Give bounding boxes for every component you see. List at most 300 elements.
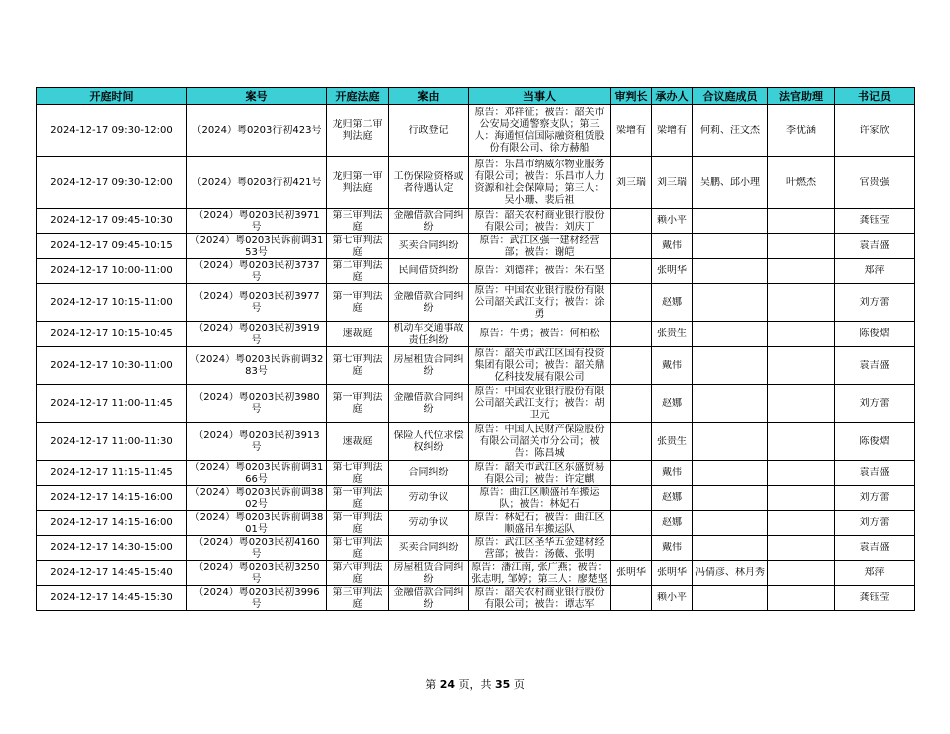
cell-case-number-text: （2024）粤0203民诉前调3153号 bbox=[189, 234, 324, 258]
cell-courtroom-text: 第一审判法庭 bbox=[332, 511, 383, 535]
cell-cause bbox=[389, 259, 469, 284]
cell-clerk bbox=[835, 322, 915, 347]
cell-handler-text: 戴伟 bbox=[662, 359, 682, 371]
cell-case-number bbox=[187, 234, 327, 259]
cell-time-text: 2024-12-17 10:00-11:00 bbox=[50, 265, 173, 276]
table-row bbox=[37, 209, 915, 234]
cell-parties-text: 原告：韶关农村商业银行股份有限公司；被告：谭志军 bbox=[474, 586, 605, 610]
cell-cause bbox=[389, 561, 469, 586]
cell-panel-members bbox=[693, 105, 768, 157]
cell-handler-text: 戴伟 bbox=[662, 240, 682, 251]
cell-time bbox=[37, 322, 187, 347]
cell-panel-members-text: 冯倩彦、林月秀 bbox=[695, 567, 765, 578]
table-row bbox=[37, 105, 915, 157]
table-row bbox=[37, 486, 915, 511]
cell-parties bbox=[469, 259, 611, 284]
cell-parties-text: 原告：韶关市武江区东盛贸易有限公司；被告：许定麒 bbox=[474, 461, 605, 485]
cell-clerk-text: 官贵强 bbox=[859, 176, 890, 188]
table-row bbox=[37, 561, 915, 586]
cell-presiding-judge bbox=[611, 561, 652, 586]
cell-cause bbox=[389, 157, 469, 209]
cell-cause-text: 金融借款合同纠纷 bbox=[393, 290, 464, 314]
cell-handler bbox=[652, 157, 693, 209]
cell-handler bbox=[652, 423, 693, 461]
cell-parties bbox=[469, 486, 611, 511]
cell-case-number-text: （2024）粤0203民初3996号 bbox=[193, 586, 320, 610]
cell-courtroom bbox=[327, 284, 389, 322]
cell-case-number bbox=[187, 347, 327, 385]
table-row bbox=[37, 461, 915, 486]
cell-case-number bbox=[187, 209, 327, 234]
cell-handler bbox=[652, 322, 693, 347]
cell-clerk-text: 陈俊熠 bbox=[859, 328, 890, 339]
cell-time bbox=[37, 561, 187, 586]
cell-clerk bbox=[835, 461, 915, 486]
cell-handler-text: 赵娜 bbox=[662, 397, 682, 409]
cell-clerk-text: 刘方蕾 bbox=[859, 397, 890, 409]
cell-parties bbox=[469, 385, 611, 423]
cell-handler-text: 张贵生 bbox=[657, 328, 687, 339]
cell-parties bbox=[469, 284, 611, 322]
cell-clerk bbox=[835, 511, 915, 536]
cell-cause bbox=[389, 284, 469, 322]
header-courtroom: 开庭法庭 bbox=[327, 88, 389, 105]
cell-courtroom-text: 速裁庭 bbox=[342, 435, 373, 447]
cell-presiding-judge bbox=[611, 259, 652, 284]
header-parties: 当事人 bbox=[469, 88, 611, 105]
cell-time-text: 2024-12-17 10:15-11:00 bbox=[50, 296, 173, 308]
header-case-number: 案号 bbox=[187, 88, 327, 105]
cell-case-number bbox=[187, 586, 327, 611]
cell-time-text: 2024-12-17 11:00-11:45 bbox=[50, 397, 173, 409]
cell-parties bbox=[469, 105, 611, 157]
cell-courtroom-text: 第六审判法庭 bbox=[332, 561, 383, 585]
header-clerk: 书记员 bbox=[835, 88, 915, 105]
page-footer bbox=[0, 676, 950, 692]
cell-cause bbox=[389, 322, 469, 347]
cell-handler-text: 戴伟 bbox=[662, 467, 682, 478]
cell-handler bbox=[652, 234, 693, 259]
cell-cause-text: 房屋租赁合同纠纷 bbox=[393, 353, 464, 377]
cell-parties-text: 原告：中国农业银行股份有限公司韶关武江支行；被告：涂勇 bbox=[474, 284, 605, 320]
header-judge-assistant: 法官助理 bbox=[768, 88, 835, 105]
header-presiding-judge: 审判长 bbox=[611, 88, 652, 105]
cell-courtroom-text: 第一审判法庭 bbox=[332, 391, 383, 415]
cell-courtroom bbox=[327, 347, 389, 385]
cell-panel-members bbox=[693, 322, 768, 347]
cell-handler bbox=[652, 209, 693, 234]
cell-case-number-text: （2024）粤0203行初423号 bbox=[191, 124, 322, 136]
cell-courtroom bbox=[327, 423, 389, 461]
cell-clerk-text: 袁吉盛 bbox=[859, 240, 890, 251]
cell-cause bbox=[389, 536, 469, 561]
cell-courtroom-text: 第七审判法庭 bbox=[332, 353, 383, 377]
cell-parties-text: 原告：潘江南, 张广燕；被告：张志明, 邹婷；第三人：廖楚坚 bbox=[471, 561, 608, 585]
cell-case-number-text: （2024）粤0203行初421号 bbox=[191, 176, 322, 188]
table-row bbox=[37, 234, 915, 259]
cell-courtroom bbox=[327, 385, 389, 423]
cell-time-text: 2024-12-17 09:45-10:30 bbox=[50, 215, 173, 226]
cell-case-number-text: （2024）粤0203民初3977号 bbox=[193, 290, 320, 314]
cell-time-text: 2024-12-17 11:15-11:45 bbox=[50, 467, 173, 478]
cell-handler-text: 赖小平 bbox=[657, 215, 687, 226]
cell-judge-assistant bbox=[768, 586, 835, 611]
footer-middle: 页，共 bbox=[458, 678, 492, 691]
cell-cause bbox=[389, 586, 469, 611]
cell-panel-members bbox=[693, 423, 768, 461]
cell-time bbox=[37, 511, 187, 536]
cell-handler-text: 赵娜 bbox=[662, 492, 682, 503]
cell-time bbox=[37, 461, 187, 486]
header-hearing-time: 开庭时间 bbox=[37, 88, 187, 105]
cell-time bbox=[37, 284, 187, 322]
cell-clerk-text: 郑萍 bbox=[864, 567, 885, 578]
cell-judge-assistant bbox=[768, 385, 835, 423]
cell-panel-members bbox=[693, 536, 768, 561]
cell-courtroom-text: 第一审判法庭 bbox=[332, 290, 383, 314]
cell-courtroom bbox=[327, 511, 389, 536]
cell-parties-text: 原告：武江区圣华五金建材经营部；被告：汤薇、张明 bbox=[474, 536, 605, 560]
header-row bbox=[37, 88, 915, 105]
cell-presiding-judge-text: 梁增有 bbox=[616, 124, 646, 136]
cell-case-number-text: （2024）粤0203民初4160号 bbox=[193, 536, 320, 560]
cell-judge-assistant bbox=[768, 105, 835, 157]
cell-presiding-judge bbox=[611, 586, 652, 611]
cell-time bbox=[37, 157, 187, 209]
cell-courtroom bbox=[327, 209, 389, 234]
cell-clerk bbox=[835, 586, 915, 611]
cell-presiding-judge bbox=[611, 486, 652, 511]
cell-handler bbox=[652, 586, 693, 611]
cell-handler-text: 戴伟 bbox=[662, 542, 682, 553]
cell-cause bbox=[389, 511, 469, 536]
cell-handler-text: 赵娜 bbox=[662, 517, 682, 528]
cell-clerk bbox=[835, 209, 915, 234]
cell-clerk-text: 袁吉盛 bbox=[859, 359, 890, 371]
cell-case-number-text: （2024）粤0203民诉前调3166号 bbox=[189, 461, 324, 485]
cell-parties-text: 原告：韶关农村商业银行股份有限公司；被告：刘庆丁 bbox=[474, 209, 605, 233]
cell-handler bbox=[652, 536, 693, 561]
cell-cause-text: 金融借款合同纠纷 bbox=[393, 586, 464, 610]
cell-courtroom bbox=[327, 461, 389, 486]
cell-clerk-text: 刘方蕾 bbox=[859, 517, 890, 528]
cell-time-text: 2024-12-17 10:15-10:45 bbox=[50, 328, 173, 339]
cell-cause-text: 劳动争议 bbox=[408, 492, 449, 503]
cell-case-number-text: （2024）粤0203民初3980号 bbox=[193, 391, 320, 415]
cell-judge-assistant bbox=[768, 234, 835, 259]
cell-courtroom bbox=[327, 486, 389, 511]
cell-courtroom-text: 第七审判法庭 bbox=[332, 536, 383, 560]
cell-time bbox=[37, 536, 187, 561]
cell-panel-members bbox=[693, 234, 768, 259]
cell-courtroom-text: 第一审判法庭 bbox=[332, 486, 383, 510]
cell-judge-assistant bbox=[768, 259, 835, 284]
cell-handler bbox=[652, 461, 693, 486]
table-row bbox=[37, 586, 915, 611]
cell-case-number bbox=[187, 536, 327, 561]
cell-courtroom-text: 第三审判法庭 bbox=[332, 209, 383, 233]
cell-presiding-judge bbox=[611, 536, 652, 561]
table-body bbox=[37, 105, 915, 611]
cell-panel-members bbox=[693, 209, 768, 234]
cell-case-number bbox=[187, 511, 327, 536]
cell-handler bbox=[652, 105, 693, 157]
cell-presiding-judge bbox=[611, 385, 652, 423]
cell-panel-members bbox=[693, 385, 768, 423]
cell-courtroom-text: 龙归第二审判法庭 bbox=[332, 118, 383, 142]
cell-cause-text: 金融借款合同纠纷 bbox=[393, 209, 464, 233]
cell-parties-text: 原告：曲江区顺盛吊车搬运队；被告：林妃石 bbox=[479, 486, 600, 510]
table-row bbox=[37, 385, 915, 423]
cell-judge-assistant bbox=[768, 157, 835, 209]
cell-time-text: 2024-12-17 14:30-15:00 bbox=[50, 542, 173, 553]
cell-presiding-judge-text: 张明华 bbox=[616, 567, 646, 578]
cell-judge-assistant bbox=[768, 347, 835, 385]
cell-case-number bbox=[187, 486, 327, 511]
cell-case-number-text: （2024）粤0203民初3250号 bbox=[193, 561, 320, 585]
cell-case-number bbox=[187, 385, 327, 423]
cell-cause bbox=[389, 347, 469, 385]
cell-time bbox=[37, 259, 187, 284]
cell-presiding-judge bbox=[611, 511, 652, 536]
cell-parties-text: 原告：中国农业银行股份有限公司韶关武江支行；被告：胡卫元 bbox=[474, 385, 605, 421]
cell-presiding-judge bbox=[611, 322, 652, 347]
footer-suffix: 页 bbox=[513, 678, 525, 691]
cell-presiding-judge bbox=[611, 234, 652, 259]
cell-time bbox=[37, 105, 187, 157]
cell-handler-text: 赖小平 bbox=[657, 592, 687, 603]
cell-case-number-text: （2024）粤0203民诉前调3283号 bbox=[189, 353, 324, 377]
cell-panel-members bbox=[693, 561, 768, 586]
cell-parties bbox=[469, 586, 611, 611]
cell-cause-text: 民间借贷纠纷 bbox=[398, 265, 459, 276]
cell-clerk bbox=[835, 536, 915, 561]
cell-handler-text: 张明华 bbox=[657, 567, 687, 578]
cell-cause bbox=[389, 234, 469, 259]
cell-parties bbox=[469, 561, 611, 586]
cell-clerk-text: 郑萍 bbox=[864, 265, 885, 276]
cell-presiding-judge bbox=[611, 209, 652, 234]
cell-panel-members bbox=[693, 347, 768, 385]
cell-handler bbox=[652, 284, 693, 322]
cell-judge-assistant-text: 李优涵 bbox=[786, 124, 816, 136]
cell-courtroom-text: 第三审判法庭 bbox=[332, 586, 383, 610]
cell-cause bbox=[389, 209, 469, 234]
header-cause: 案由 bbox=[389, 88, 469, 105]
cell-parties-text: 原告：武江区强一建材经营部；被告：谢皑 bbox=[479, 234, 600, 258]
cell-presiding-judge bbox=[611, 105, 652, 157]
cell-parties bbox=[469, 423, 611, 461]
cell-case-number bbox=[187, 561, 327, 586]
cell-courtroom-text: 第七审判法庭 bbox=[332, 234, 383, 258]
cell-panel-members bbox=[693, 157, 768, 209]
cell-handler bbox=[652, 385, 693, 423]
cell-panel-members bbox=[693, 511, 768, 536]
cell-cause bbox=[389, 423, 469, 461]
cell-cause bbox=[389, 486, 469, 511]
cell-panel-members bbox=[693, 461, 768, 486]
cell-parties-text: 原告：林妃石；被告：曲江区顺盛吊车搬运队 bbox=[474, 511, 605, 535]
cell-parties-text: 原告：乐昌市纳威尔物业服务有限公司；被告：乐昌市人力资源和社会保障局；第三人：吴小珊、裴后祖 bbox=[474, 158, 605, 206]
cell-courtroom-text: 第七审判法庭 bbox=[332, 461, 383, 485]
cell-courtroom bbox=[327, 586, 389, 611]
cell-time-text: 2024-12-17 10:30-11:00 bbox=[50, 359, 173, 371]
cell-parties bbox=[469, 536, 611, 561]
cell-judge-assistant bbox=[768, 322, 835, 347]
cell-parties-text: 原告：刘德祥；被告：朱石坚 bbox=[474, 265, 605, 276]
cell-clerk-text: 龚钰莹 bbox=[859, 592, 890, 603]
footer-page-number: 24 bbox=[439, 678, 455, 691]
cell-time bbox=[37, 586, 187, 611]
cell-judge-assistant bbox=[768, 486, 835, 511]
cell-cause bbox=[389, 105, 469, 157]
cell-handler-text: 赵娜 bbox=[662, 296, 682, 308]
cell-courtroom bbox=[327, 322, 389, 347]
cell-presiding-judge bbox=[611, 284, 652, 322]
cell-parties-text: 原告：邓祥征；被告：韶关市公安局交通警察支队；第三人：海通恒信国际融资租赁股份有限公司、徐方赫船 bbox=[474, 106, 605, 154]
cell-cause-text: 金融借款合同纠纷 bbox=[393, 391, 464, 415]
cell-presiding-judge bbox=[611, 157, 652, 209]
cell-courtroom bbox=[327, 536, 389, 561]
cell-cause-text: 房屋租赁合同纠纷 bbox=[393, 561, 464, 585]
cell-clerk bbox=[835, 486, 915, 511]
cell-judge-assistant bbox=[768, 511, 835, 536]
cell-presiding-judge bbox=[611, 423, 652, 461]
cell-clerk-text: 刘方蕾 bbox=[859, 296, 890, 308]
table-row bbox=[37, 322, 915, 347]
cell-clerk bbox=[835, 423, 915, 461]
cell-clerk-text: 陈俊熠 bbox=[859, 435, 890, 447]
cell-handler-text: 梁增有 bbox=[657, 124, 687, 136]
cell-time bbox=[37, 234, 187, 259]
cell-parties bbox=[469, 347, 611, 385]
cell-case-number bbox=[187, 157, 327, 209]
cell-clerk-text: 龚钰莹 bbox=[859, 215, 890, 226]
cell-cause-text: 买卖合同纠纷 bbox=[398, 240, 459, 251]
table-row bbox=[37, 347, 915, 385]
table-row bbox=[37, 157, 915, 209]
cell-case-number-text: （2024）粤0203民初3737号 bbox=[193, 259, 320, 283]
cell-case-number-text: （2024）粤0203民诉前调3802号 bbox=[189, 486, 324, 510]
cell-handler bbox=[652, 259, 693, 284]
cell-case-number-text: （2024）粤0203民初3971号 bbox=[193, 209, 320, 233]
cell-time-text: 2024-12-17 14:45-15:30 bbox=[50, 592, 173, 603]
cell-case-number bbox=[187, 461, 327, 486]
footer-prefix: 第 bbox=[425, 678, 437, 691]
cell-judge-assistant bbox=[768, 561, 835, 586]
cell-handler-text: 刘三瑞 bbox=[657, 176, 687, 188]
cell-courtroom bbox=[327, 105, 389, 157]
cell-clerk-text: 袁吉盛 bbox=[859, 467, 890, 478]
cell-clerk bbox=[835, 105, 915, 157]
cell-panel-members bbox=[693, 586, 768, 611]
cell-time bbox=[37, 486, 187, 511]
cell-panel-members bbox=[693, 259, 768, 284]
table-row bbox=[37, 511, 915, 536]
cell-handler bbox=[652, 347, 693, 385]
cell-parties bbox=[469, 511, 611, 536]
cell-panel-members-text: 吴鹏、邱小理 bbox=[700, 176, 760, 188]
cell-panel-members-text: 何莉、汪文杰 bbox=[700, 124, 760, 136]
cell-parties bbox=[469, 209, 611, 234]
table-row bbox=[37, 536, 915, 561]
cell-handler-text: 张贵生 bbox=[657, 435, 687, 447]
cell-judge-assistant-text: 叶燃杰 bbox=[786, 176, 816, 188]
cell-time bbox=[37, 209, 187, 234]
cell-judge-assistant bbox=[768, 284, 835, 322]
cell-clerk bbox=[835, 234, 915, 259]
cell-courtroom bbox=[327, 561, 389, 586]
cell-parties-text: 原告：牛勇；被告：何柏松 bbox=[479, 328, 600, 339]
cell-cause-text: 合同纠纷 bbox=[408, 467, 449, 478]
cell-case-number bbox=[187, 423, 327, 461]
cell-clerk-text: 袁吉盛 bbox=[859, 542, 890, 553]
cell-handler-text: 张明华 bbox=[657, 265, 687, 276]
cell-courtroom-text: 速裁庭 bbox=[342, 328, 373, 339]
table-row bbox=[37, 423, 915, 461]
table-row bbox=[37, 259, 915, 284]
cell-case-number bbox=[187, 284, 327, 322]
cell-judge-assistant bbox=[768, 423, 835, 461]
cell-parties-text: 原告：中国人民财产保险股份有限公司韶关市分公司；被告：陈昌城 bbox=[474, 423, 605, 459]
cell-time-text: 2024-12-17 09:30-12:00 bbox=[50, 124, 173, 136]
cell-clerk bbox=[835, 157, 915, 209]
cell-judge-assistant bbox=[768, 536, 835, 561]
cell-clerk-text: 刘方蕾 bbox=[859, 492, 890, 503]
cell-judge-assistant bbox=[768, 461, 835, 486]
footer-total-pages: 35 bbox=[495, 678, 511, 691]
cell-clerk bbox=[835, 561, 915, 586]
cell-case-number-text: （2024）粤0203民初3913号 bbox=[193, 429, 320, 453]
cell-parties bbox=[469, 461, 611, 486]
cell-clerk bbox=[835, 347, 915, 385]
cell-time-text: 2024-12-17 14:15-16:00 bbox=[50, 492, 173, 503]
cell-time bbox=[37, 347, 187, 385]
cell-presiding-judge-text: 刘三瑞 bbox=[616, 176, 646, 188]
header-handler: 承办人 bbox=[652, 88, 693, 105]
cell-time-text: 2024-12-17 11:00-11:30 bbox=[50, 435, 173, 447]
cell-cause-text: 行政登记 bbox=[408, 124, 449, 136]
cell-cause bbox=[389, 461, 469, 486]
cell-case-number bbox=[187, 259, 327, 284]
cell-presiding-judge bbox=[611, 347, 652, 385]
cell-parties-text: 原告：韶关市武江区国有投资集团有限公司；被告：韶关鼎亿科技发展有限公司 bbox=[474, 347, 605, 383]
cell-case-number bbox=[187, 105, 327, 157]
court-schedule-table bbox=[36, 87, 915, 611]
cell-parties bbox=[469, 234, 611, 259]
cell-cause-text: 买卖合同纠纷 bbox=[398, 542, 459, 553]
cell-cause-text: 机动车交通事故责任纠纷 bbox=[393, 322, 464, 346]
cell-panel-members bbox=[693, 486, 768, 511]
cell-clerk bbox=[835, 259, 915, 284]
cell-time bbox=[37, 385, 187, 423]
cell-handler bbox=[652, 511, 693, 536]
cell-courtroom bbox=[327, 259, 389, 284]
cell-case-number bbox=[187, 322, 327, 347]
cell-courtroom-text: 龙归第一审判法庭 bbox=[332, 170, 383, 194]
cell-cause-text: 劳动争议 bbox=[408, 517, 449, 528]
cell-parties bbox=[469, 157, 611, 209]
cell-courtroom-text: 第二审判法庭 bbox=[332, 259, 383, 283]
cell-presiding-judge bbox=[611, 461, 652, 486]
cell-time-text: 2024-12-17 09:30-12:00 bbox=[50, 176, 173, 188]
cell-case-number-text: （2024）粤0203民诉前调3801号 bbox=[189, 511, 324, 535]
table-row bbox=[37, 284, 915, 322]
cell-case-number-text: （2024）粤0203民初3919号 bbox=[193, 322, 320, 346]
cell-time bbox=[37, 423, 187, 461]
cell-handler bbox=[652, 486, 693, 511]
cell-judge-assistant bbox=[768, 209, 835, 234]
